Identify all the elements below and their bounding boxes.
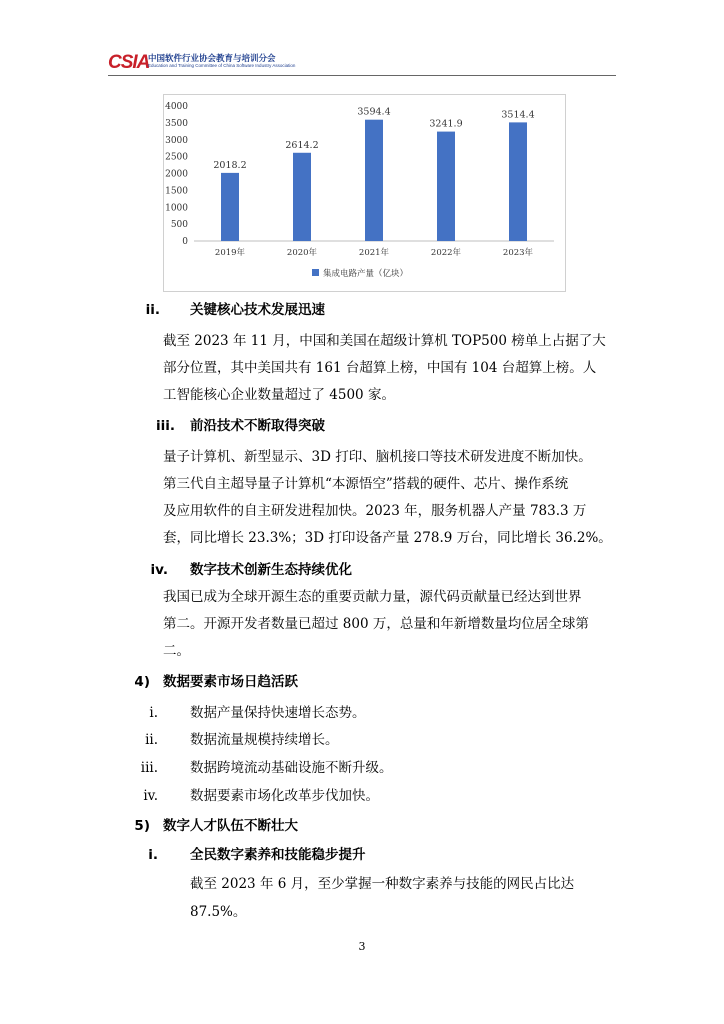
section-5-title: 数字人才队伍不断壮大	[163, 818, 298, 834]
y-tick-label: 3000	[165, 135, 188, 146]
section-4-item-2-text: 数据流量规模持续增长。	[190, 732, 339, 748]
y-tick-label: 2500	[165, 152, 188, 163]
section-5-line-2: 87.5%。	[190, 904, 247, 920]
section-5-line-1: 截至 2023 年 6 月，至少掌握一种数字素养与技能的网民占比达	[190, 876, 575, 892]
x-tick-label: 2019年	[214, 248, 246, 258]
org-name-en: Education and Training Committee of China Software Industry Association	[148, 63, 296, 68]
section-ii-title: 关键核心技术发展迅速	[190, 302, 325, 318]
data-label: 3241.9	[429, 118, 463, 130]
section-4-item-1-label: i.	[149, 705, 158, 721]
page-number: 3	[358, 940, 366, 953]
section-ii-line-3: 工智能核心企业数量超过了 4500 家。	[163, 387, 395, 403]
section-iii-label: iii.	[155, 418, 175, 434]
section-5-label: 5)	[134, 818, 150, 834]
y-tick-label: 0	[182, 237, 188, 247]
data-label: 3514.4	[501, 109, 535, 121]
bar	[437, 132, 455, 241]
section-4-item-1-text: 数据产量保持快速增长态势。	[190, 705, 366, 721]
header-divider	[108, 75, 616, 76]
section-4-label: 4)	[134, 674, 150, 690]
x-tick-label: 2021年	[358, 248, 390, 258]
section-4-item-4-label: iv.	[143, 788, 158, 804]
y-tick-label: 1500	[165, 186, 188, 197]
section-4-item-4-text: 数据要素市场化改革步伐加快。	[190, 788, 379, 804]
x-tick-label: 2023年	[502, 248, 534, 258]
data-label: 3594.4	[357, 106, 391, 118]
section-iii-title: 前沿技术不断取得突破	[190, 418, 325, 434]
y-tick-label: 2000	[165, 169, 188, 180]
bar	[509, 122, 527, 241]
data-label: 2018.2	[213, 159, 247, 171]
section-4-title: 数据要素市场日趋活跃	[163, 674, 298, 690]
section-5-sub-label: i.	[148, 847, 158, 863]
section-iv-line-3: 二。	[163, 643, 190, 659]
org-name-cn: 中国软件行业协会教育与培训分会	[148, 54, 276, 64]
section-ii-label: ii.	[145, 302, 160, 318]
section-iii-line-2: 第三代自主超导量子计算机“本源悟空”搭载的硬件、芯片、操作系统	[163, 476, 569, 492]
x-tick-label: 2022年	[430, 248, 462, 258]
section-ii-line-1: 截至 2023 年 11 月，中国和美国在超级计算机 TOP500 榜单上占据了大	[163, 333, 606, 349]
y-tick-label: 4000	[165, 102, 188, 112]
section-4-item-3-label: iii.	[140, 760, 158, 776]
section-5-sub-title: 全民数字素养和技能稳步提升	[190, 847, 366, 863]
section-iii-line-4: 套，同比增长 23.3%；3D 打印设备产量 278.9 万台，同比增长 36.2%。	[163, 530, 612, 546]
section-ii-line-2: 部分位置，其中美国共有 161 台超算上榜，中国有 104 台超算上榜。人	[163, 360, 597, 376]
section-iv-line-2: 第二。开源开发者数量已超过 800 万，总量和年新增数量均位居全球第	[163, 616, 589, 632]
bar	[221, 173, 239, 241]
section-iii-line-1: 量子计算机、新型显示、3D 打印、脑机接口等技术研发进度不断加快。	[163, 449, 592, 465]
section-4-item-3-text: 数据跨境流动基础设施不断升级。	[190, 760, 393, 776]
y-tick-label: 3500	[165, 118, 188, 129]
ic-production-chart	[163, 94, 566, 292]
section-iv-line-1: 我国已成为全球开源生态的重要贡献力量，源代码贡献量已经达到世界	[163, 589, 582, 605]
chart-svg	[164, 95, 565, 291]
section-4-item-2-label: ii.	[145, 732, 158, 748]
bar	[293, 153, 311, 241]
page-header	[108, 50, 616, 74]
y-tick-label: 500	[170, 220, 188, 231]
legend-label: 集成电路产量（亿块）	[323, 269, 409, 279]
y-tick-label: 1000	[165, 203, 188, 214]
data-label: 2614.2	[285, 139, 319, 151]
x-tick-label: 2020年	[286, 248, 318, 258]
legend-swatch	[312, 269, 319, 276]
section-iii-line-3: 及应用软件的自主研发进程加快。2023 年，服务机器人产量 783.3 万	[163, 503, 587, 519]
bar	[365, 120, 383, 241]
csia-logo: CSIA	[108, 52, 150, 73]
section-iv-label: iv.	[150, 562, 168, 578]
section-iv-title: 数字技术创新生态持续优化	[190, 562, 352, 578]
